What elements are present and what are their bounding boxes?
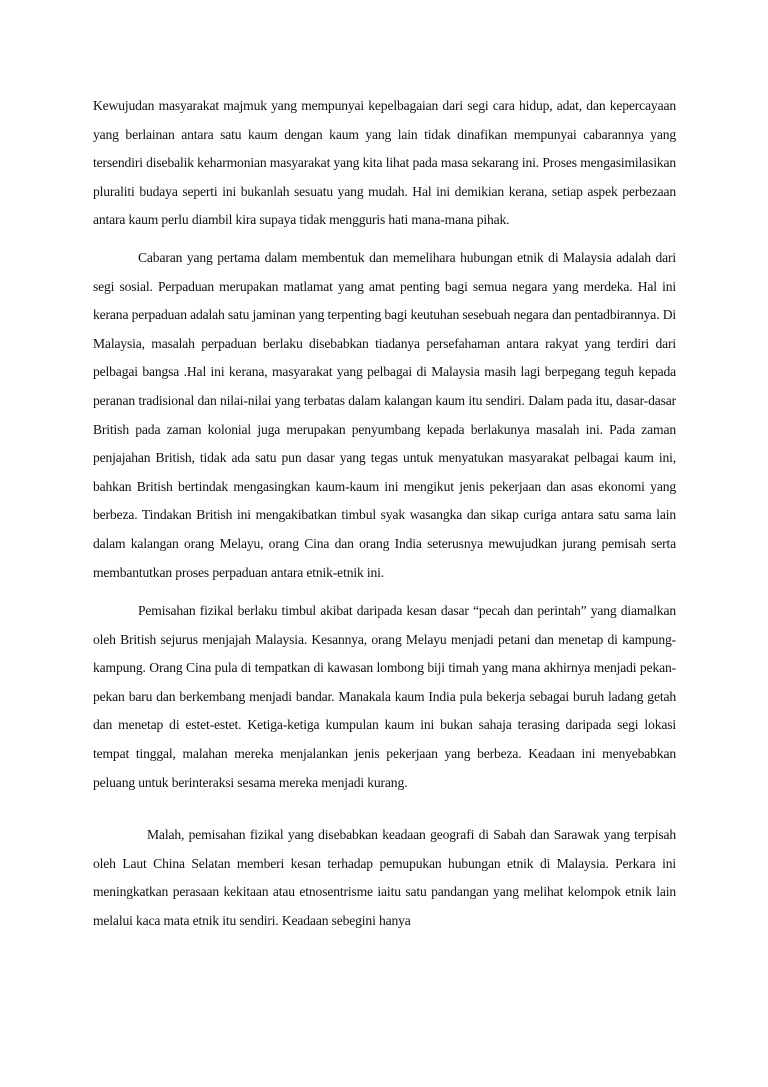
paragraph-introduction: Kewujudan masyarakat majmuk yang mempunyai kepelbagaian dari segi cara hidup, adat, dan kepercayaan yang berlainan antara satu kaum dengan kaum yang lain tidak dinafikan mempunyai cabarannya yang tersendiri disebalik keharmonian masyarakat yang kita lihat pada masa sekarang ini. Proses mengasimilasikan pluraliti budaya seperti ini bukanlah sesuatu yang mudah. Hal ini demikian kerana, setiap aspek perbezaan antara kaum perlu diambil kira supaya tidak mengguris hati mana-mana pihak. (93, 98, 676, 228)
paragraph-social-challenge: Cabaran yang pertama dalam membentuk dan memelihara hubungan etnik di Malaysia adalah dari segi sosial. Perpaduan merupakan matlamat yang amat penting bagi semua negara yang merdeka. Hal ini kerana perpaduan adalah satu jaminan yang terpenting bagi keutuhan sesebuah negara dan pentadbirannya. Di Malaysia, masalah perpaduan berlaku disebabkan tiadanya persefahaman antara rakyat yang terdiri dari pelbagai bangsa .Hal ini kerana, masyarakat yang pelbagai di Malaysia masih lagi berpegang teguh kepada peranan tradisional dan nilai-nilai yang terbatas dalam kalangan kaum itu sendiri. Dalam pada itu, dasar-dasar British pada zaman kolonial juga merupakan penyumbang kepada berlakunya masalah ini. Pada zaman penjajahan British, tidak ada satu pun dasar yang tegas untuk menyatukan masyarakat pelbagai kaum ini, bahkan British bertindak mengasingkan kaum-kaum ini mengikut jenis pekerjaan dan asas ekonomi yang berbeza. Tindakan British ini mengakibatkan timbul syak wasangka dan sikap curiga antara satu sama lain dalam kalangan orang Melayu, orang Cina dan orang India seterusnya mewujudkan jurang pemisah serta membantutkan proses perpaduan antara etnik-etnik ini. (93, 249, 676, 580)
paragraph-geographic-separation: Malah, pemisahan fizikal yang disebabkan keadaan geografi di Sabah dan Sarawak yang terpisah oleh Laut China Selatan memberi kesan terhadap pemupukan hubungan etnik di Malaysia. Perkara ini meningkatkan perasaan kekitaan atau etnosentrisme iaitu satu pandangan yang melihat kelompok etnik lain melalui kaca mata etnik itu sendiri. Keadaan sebegini hanya (93, 827, 676, 929)
paragraph-physical-separation: Pemisahan fizikal berlaku timbul akibat daripada kesan dasar “pecah dan perintah” yang diamalkan oleh British sejurus menjajah Malaysia. Kesannya, orang Melayu menjadi petani dan menetap di kampung-kampung. Orang Cina pula di tempatkan di kawasan lombong biji timah yang mana akhirnya menjadi pekan-pekan baru dan berkembang menjadi bandar. Manakala kaum India pula bekerja sebagai buruh ladang getah dan menetap di estet-estet. Ketiga-ketiga kumpulan kaum ini bukan sahaja terasing daripada segi lokasi tempat tinggal, malahan mereka menjalankan jenis pekerjaan yang berbeza. Keadaan ini menyebabkan peluang untuk berinteraksi sesama mereka menjadi kurang. (93, 603, 676, 790)
document-page (93, 92, 676, 936)
